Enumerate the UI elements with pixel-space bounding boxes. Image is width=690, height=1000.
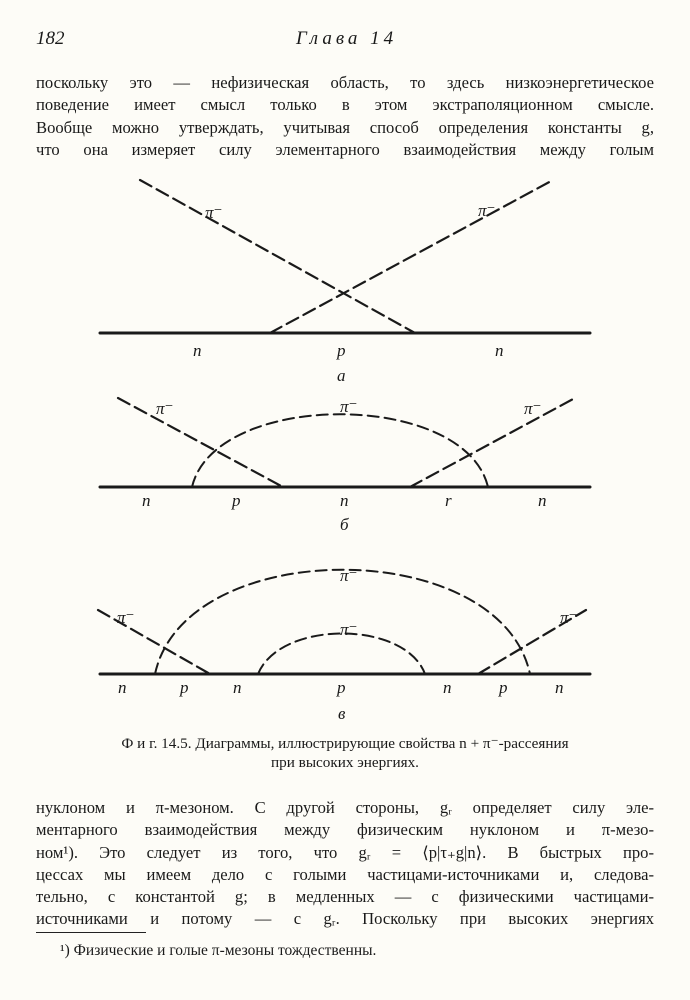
label-n: n [443, 678, 452, 697]
label-pi: π⁻ [524, 399, 542, 418]
panel-label-c: в [338, 704, 346, 723]
text-line: поведение имеет смысл только в этом экстраполяционном смысле. [36, 95, 654, 115]
paragraph-bottom [36, 797, 654, 931]
footnote-rule [36, 932, 146, 933]
label-p: r [445, 491, 452, 510]
label-pi: π⁻ [117, 608, 135, 627]
label-n: n [495, 341, 504, 360]
text-line: источниками и потому — с gᵣ. Поскольку при высоких энергиях [36, 909, 654, 929]
label-n: n [340, 491, 349, 510]
caption-line: Ф и г. 14.5. Диаграммы, иллюстрирующие свойства n + π⁻-рассеяния [121, 735, 569, 752]
label-p: p [232, 491, 241, 510]
figure-caption [60, 734, 630, 772]
running-header: Глава 14 [296, 28, 398, 49]
text-line: что она измеряет силу элементарного взаимодействия между голым [36, 139, 654, 159]
label-n: n [233, 678, 242, 697]
pion-line-b2 [410, 398, 575, 487]
pion-line-a1 [140, 180, 415, 333]
label-p: p [180, 678, 189, 697]
label-pi: π⁻ [560, 608, 578, 627]
pion-line-c1 [98, 610, 210, 674]
pion-arc-c-inner [258, 634, 425, 675]
pion-line-b1 [118, 398, 283, 487]
text-line: поскольку это — нефизическая область, то здесь низкоэнергетическое [36, 73, 654, 92]
label-n: n [555, 678, 564, 697]
pion-arc-b [192, 414, 488, 487]
label-pi: π⁻ [156, 399, 174, 418]
pion-line-a2 [270, 180, 553, 333]
text-line: нуклоном и π-мезоном. С другой стороны, gᵣ определяет силу эле- [36, 798, 654, 817]
label-n: n [142, 491, 151, 510]
label-pi: π⁻ [340, 397, 358, 416]
text-line: тельно, с константой g; в медленных — с физическими частицами- [36, 887, 654, 907]
label-p: p [337, 678, 346, 697]
page-number: 182 [36, 28, 65, 49]
label-p: p [499, 678, 508, 697]
label-n: n [193, 341, 202, 360]
text-line: цессах мы имеем дело с голыми частицами-источниками и, следова- [36, 864, 654, 884]
footnote: ¹) Физические и голые π-мезоны тождественны. [60, 942, 377, 959]
label-pi: π⁻ [340, 566, 358, 585]
label-pi: π⁻ [478, 201, 496, 220]
text-line: Вообще можно утверждать, учитывая способ определения константы g, [36, 117, 654, 137]
text-line: ментарного взаимодействия между физическим нуклоном и π-мезо- [36, 820, 654, 840]
figure-14-5 [0, 160, 690, 725]
label-p: p [337, 341, 346, 360]
label-pi: π⁻ [340, 620, 358, 639]
paragraph-top [36, 72, 654, 161]
caption-line: при высоких энергиях. [271, 754, 419, 771]
text-line: ном¹). Это следует из того, что gᵣ = ⟨p|τ₊g|n⟩. В быстрых про- [36, 842, 654, 862]
panel-label-b: б [340, 515, 349, 534]
label-pi: π⁻ [205, 203, 223, 222]
label-n: n [118, 678, 127, 697]
label-n: n [538, 491, 547, 510]
panel-label-a: а [337, 366, 346, 385]
